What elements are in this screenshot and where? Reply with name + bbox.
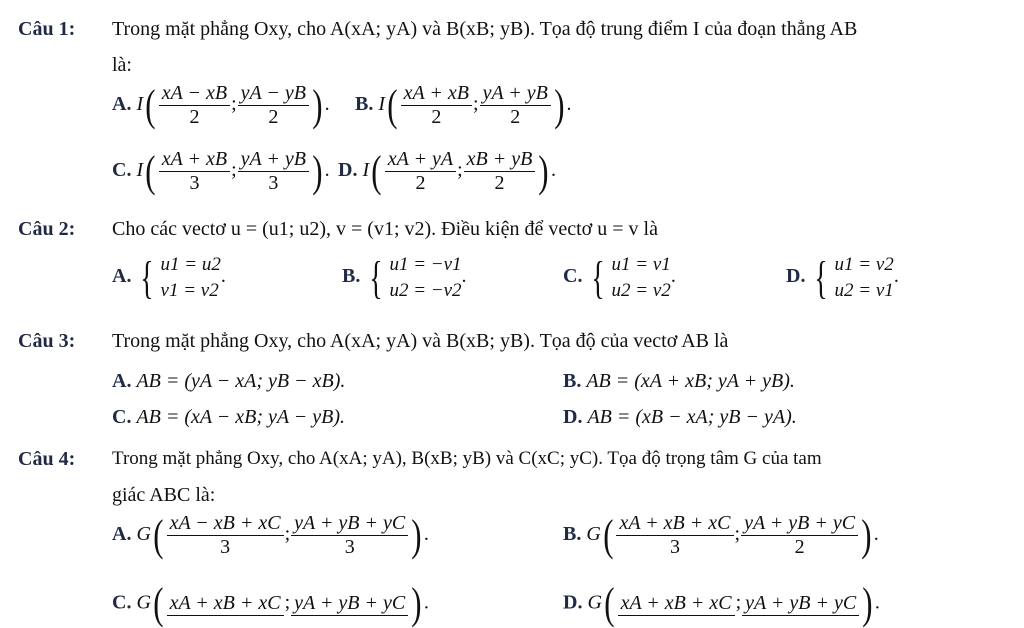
fraction-denominator: 3 [268,172,279,194]
q2-option-c: C. { u1 = v1 u2 = v2 . [563,251,676,303]
q3-option-c [112,406,345,429]
option-letter: A. [112,523,132,546]
fraction-numerator: xA + xB [159,148,230,172]
fraction-denominator: 2 [794,536,805,558]
question-3-text: Trong mặt phẳng Oxy, cho A(xA; yA) và B(xB; yB). Tọa độ của vectơ AB là [112,330,729,352]
option-letter: C. [112,159,132,182]
option-expression: AB = (xB − xA; yB − yA). [587,406,797,428]
option-letter: A. [112,370,132,392]
fraction-numerator: xA − xB + xC [167,512,284,536]
option-prefix: G [136,591,151,614]
question-1-text: Trong mặt phẳng Oxy, cho A(xA; yA) và B(xB; yB). Tọa độ trung điểm I của đoạn thẳng AB [112,18,858,40]
fraction-numerator: xA + yA [385,148,456,172]
fraction-numerator: xA + xB + xC [618,592,735,616]
system-row: u2 = v2 [611,279,671,301]
fraction-denominator: 2 [189,106,200,128]
fraction-numerator: xA + xB [401,82,472,106]
system-row: v1 = v2 [160,279,219,301]
question-4-text-cont: giác ABC là: [112,484,216,506]
fraction-denominator: 3 [189,172,200,194]
q3-option-a [112,370,345,393]
fraction-denominator: 2 [510,106,521,128]
question-3-label: Câu 3: [18,330,76,352]
fraction-numerator: xA + xB + xC [616,512,733,536]
q1-option-b: B. I( $\frac{xA + xB}{2}$ ; $\frac{yA + yB}{2}$ ) . [355,80,572,130]
fraction-numerator: yA + yB + yC [291,512,408,536]
system-row: u2 = −v2 [389,279,462,301]
fraction-numerator: xA + xB + xC [167,592,284,616]
option-prefix: I [362,159,370,182]
q3-option-b [563,370,795,393]
option-letter: D. [786,265,806,288]
fraction-numerator: yA + yB + yC [291,592,408,616]
question-4-label: Câu 4: [18,448,76,470]
fraction-denominator: 2 [415,172,426,194]
option-prefix: G [586,523,601,546]
system-row: u1 = v1 [611,254,671,275]
option-letter: C. [112,406,132,428]
option-letter: B. [342,265,361,288]
q2-option-a: A. { u1 = u2 v1 = v2 . [112,251,226,303]
system-row: u2 = v1 [834,279,894,301]
q4-option-b: B. G( $\frac{xA + xB + xC}{3}$ ; $\frac{yA + yB + yC}{2}$ ) . [563,510,879,560]
option-expression: AB = (xA + xB; yA + yB). [586,370,795,392]
question-4-text: Trong mặt phẳng Oxy, cho A(xA; yA), B(xB; yB) và C(xC; yC). Tọa độ trọng tâm G của tam [112,448,822,469]
fraction-numerator: xB + yB [464,148,536,172]
equation-system: { u1 = −v1 u2 = −v2 [369,251,462,303]
option-prefix: I [378,93,386,116]
option-expression: AB = (xA − xB; yA − yB). [136,406,346,428]
q1-option-a: A. I( $\frac{xA - xB}{2}$ ; $\frac{yA - yB}{2}$ ) . [112,80,330,130]
option-letter: B. [563,523,582,546]
option-letter: D. [563,591,583,614]
question-2-label: Câu 2: [18,218,76,240]
question-1-text-cont: là: [112,54,132,76]
option-prefix: I [136,93,144,116]
equation-system: { u1 = v1 u2 = v2 [591,251,671,303]
option-prefix: I [136,159,144,182]
system-row: u1 = v2 [834,254,894,275]
fraction-denominator: 2 [431,106,442,128]
q4-option-c: C. G( xA + xB + xC ; yA + yB + yC ) . [112,579,429,628]
option-letter: D. [338,159,358,182]
q4-option-d: D. G( xA + xB + xC ; yA + yB + yC ) . [563,579,880,628]
option-letter: C. [563,265,583,288]
fraction-numerator: yA − yB [238,82,309,106]
fraction-numerator: yA + yB [480,82,551,106]
fraction-denominator: 3 [344,536,355,558]
q4-option-a: A. G( $\frac{xA - xB + xC}{3}$ ; $\frac{yA + yB + yC}{3}$ ) . [112,510,429,560]
q2-option-d: D. { u1 = v2 u2 = v1 . [786,251,899,303]
fraction-numerator: xA − xB [159,82,230,106]
option-expression: AB = (yA − xA; yB − xB). [136,370,346,392]
option-letter: C. [112,591,132,614]
option-prefix: G [587,591,602,614]
option-letter: A. [112,93,132,116]
fraction-denominator: 3 [220,536,231,558]
fraction-denominator: 2 [494,172,505,194]
q2-option-b: B. { u1 = −v1 u2 = −v2 . [342,251,467,303]
fraction-denominator: 3 [669,536,680,558]
question-1-label: Câu 1: [18,18,76,40]
fraction-denominator: 2 [268,106,279,128]
option-prefix: G [136,523,151,546]
q1-option-d: D. I( $\frac{xA + yA}{2}$ ; $\frac{xB + yB}{2}$ ) . [338,146,557,196]
question-2-text: Cho các vectơ u = (u1; u2), v = (v1; v2). Điều kiện để vectơ u = v là [112,218,658,240]
q3-option-d [563,406,797,429]
system-row: u1 = −v1 [389,254,462,275]
option-letter: A. [112,265,132,288]
fraction-numerator: yA + yB + yC [741,512,858,536]
option-letter: B. [355,93,374,116]
fraction-numerator: yA + yB + yC [742,592,859,616]
fraction-numerator: yA + yB [238,148,309,172]
equation-system: { u1 = v2 u2 = v1 [814,251,894,303]
equation-system: { u1 = u2 v1 = v2 [140,251,221,303]
system-row: u1 = u2 [160,254,221,275]
q1-option-c: C. I( $\frac{xA + xB}{3}$ ; $\frac{yA + yB}{3}$ ) . [112,146,330,196]
option-letter: B. [563,370,582,392]
option-letter: D. [563,406,583,428]
